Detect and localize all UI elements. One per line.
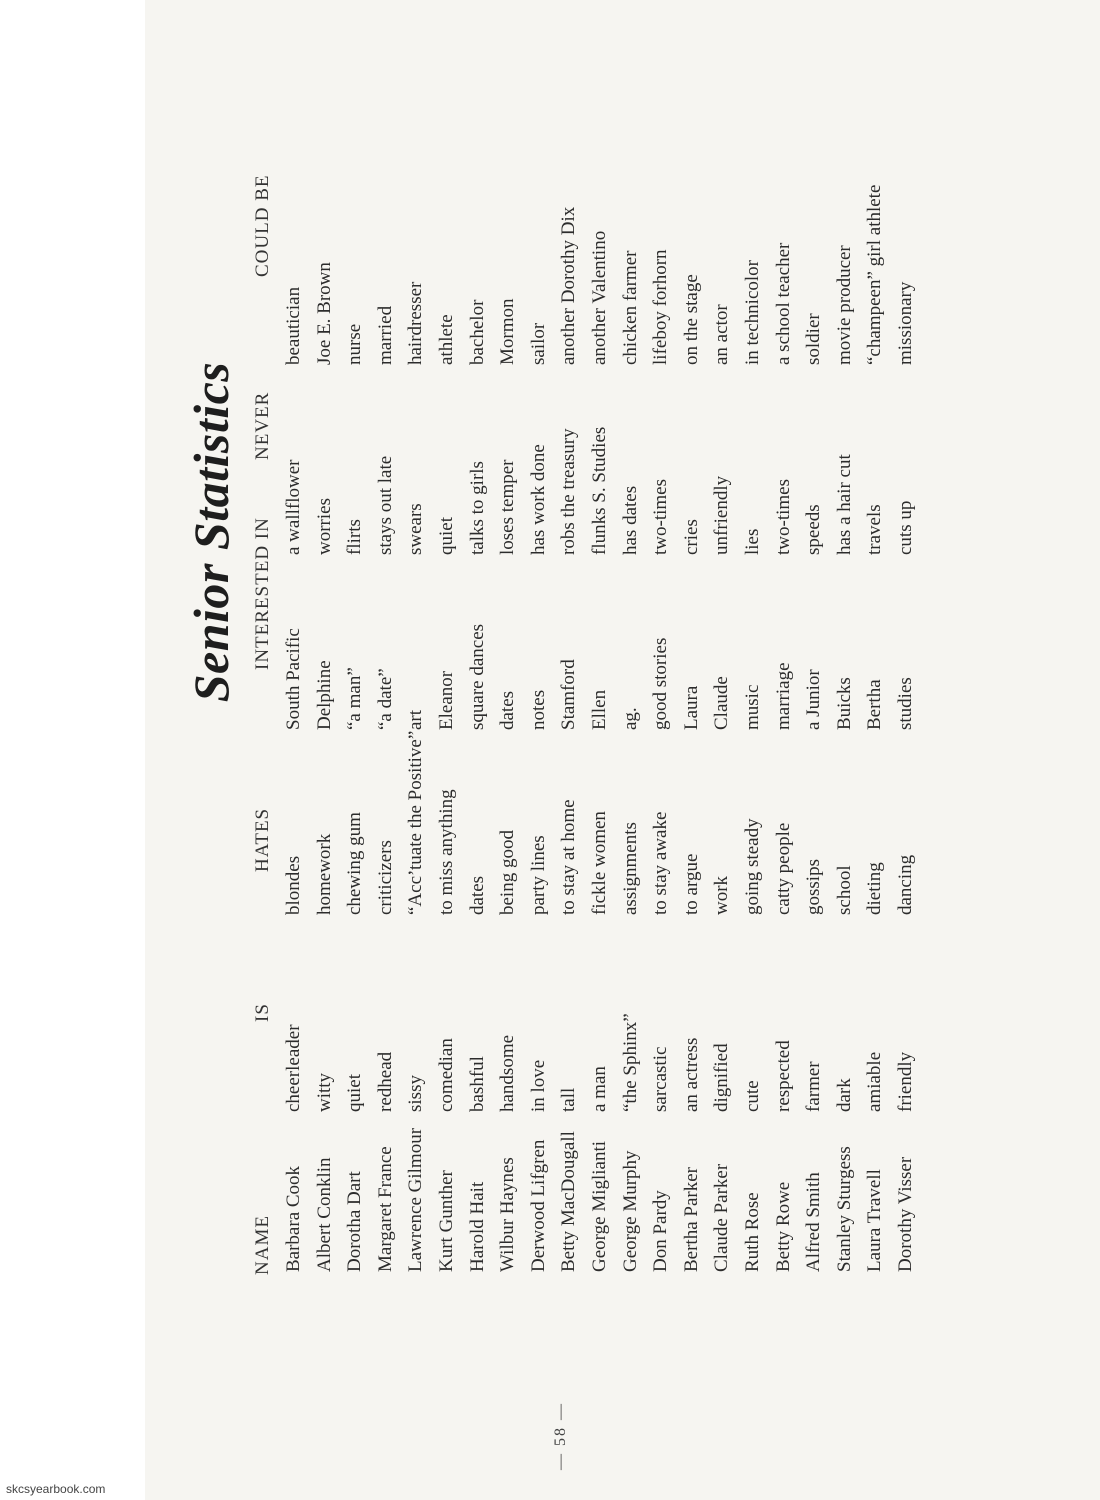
cell-is: dark	[833, 1078, 855, 1112]
cell-is: cute	[742, 1080, 763, 1112]
cell-interested: dates	[497, 690, 519, 730]
cell-name: Betty MacDougall	[558, 1131, 580, 1272]
cell-hates: assignments	[619, 822, 641, 915]
cell-is: in love	[527, 1059, 549, 1112]
cell-name: Ruth Rose	[742, 1192, 763, 1272]
cell-hates: dates	[466, 875, 488, 915]
cell-name: Claude Parker	[711, 1163, 733, 1272]
header-name: NAME	[252, 1215, 273, 1275]
cell-never: has work done	[527, 444, 549, 555]
cell-could-be: movie producer	[833, 245, 855, 365]
cell-name: Derwood Lifgren	[527, 1139, 549, 1272]
cell-never: worries	[313, 498, 335, 555]
cell-could-be: “champeen” girl athlete	[864, 184, 886, 365]
cell-name: Laura Travell	[864, 1169, 886, 1272]
cell-never: a wallflower	[283, 459, 304, 555]
cell-is: farmer	[803, 1061, 825, 1112]
cell-could-be: an actor	[711, 304, 733, 365]
cell-never: travels	[864, 504, 886, 555]
cell-could-be: beautician	[283, 286, 304, 365]
cell-name: Kurt Gunther	[436, 1170, 457, 1272]
cell-is: sissy	[405, 1075, 427, 1112]
cell-never: flirts	[344, 519, 366, 555]
cell-hates: criticizers	[374, 840, 396, 915]
cell-could-be: missionary	[895, 281, 916, 365]
cell-hates: dancing	[895, 854, 916, 915]
cell-hates: work	[711, 875, 733, 915]
cell-could-be: chicken farmer	[619, 250, 641, 365]
cell-is: “the Sphinx”	[619, 1013, 641, 1112]
cell-could-be: athlete	[436, 314, 457, 365]
cell-never: lies	[742, 528, 763, 555]
cell-could-be: nurse	[344, 323, 366, 365]
cell-hates: blondes	[283, 855, 304, 915]
cell-name: Betty Rowe	[772, 1181, 794, 1272]
cell-hates: catty people	[772, 822, 794, 915]
cell-is: witty	[313, 1072, 335, 1112]
cell-hates: fickle women	[589, 811, 610, 915]
cell-hates: being good	[497, 830, 519, 915]
cell-never: swears	[405, 503, 427, 555]
cell-interested: Delphine	[313, 660, 335, 730]
cell-name: Albert Conklin	[313, 1157, 335, 1272]
cell-name: Margaret France	[374, 1146, 396, 1272]
cell-name: Wilbur Haynes	[497, 1157, 519, 1272]
cell-never: cuts up	[895, 500, 916, 555]
cell-could-be: bachelor	[466, 299, 488, 365]
cell-is: comedian	[436, 1038, 457, 1112]
header-could-be: COULD BE	[252, 174, 273, 277]
cell-never: speeds	[803, 504, 825, 555]
cell-name: Don Pardy	[650, 1190, 672, 1272]
cell-is: respected	[772, 1040, 794, 1112]
cell-hates: to argue	[680, 853, 702, 915]
cell-interested: “a date”	[374, 668, 396, 730]
cell-interested: studies	[895, 677, 916, 730]
cell-hates: dieting	[864, 862, 886, 915]
cell-interested: Ellen	[589, 689, 610, 730]
cell-name: Stanley Sturgess	[833, 1146, 855, 1272]
cell-could-be: hairdresser	[405, 281, 427, 365]
cell-is: friendly	[895, 1051, 916, 1112]
header-is: IS	[252, 1003, 273, 1022]
cell-never: quiet	[436, 517, 457, 555]
cell-hates: to stay awake	[650, 811, 672, 915]
cell-interested: “a man”	[344, 667, 366, 730]
cell-interested: Bertha	[864, 679, 886, 730]
cell-hates: to miss anything	[436, 789, 457, 915]
cell-could-be: a school teacher	[772, 242, 794, 365]
cell-interested: good stories	[650, 637, 672, 730]
header-never: NEVER	[252, 391, 273, 460]
cell-is: cheerleader	[283, 1024, 304, 1112]
cell-is: redhead	[374, 1051, 396, 1112]
cell-could-be: soldier	[803, 313, 825, 365]
cell-name: George Murphy	[619, 1150, 641, 1272]
cell-is: tall	[558, 1087, 580, 1112]
cell-interested: art	[405, 709, 427, 730]
cell-never: has a hair cut	[833, 454, 855, 555]
cell-hates: homework	[313, 833, 335, 915]
cell-hates: gossips	[803, 859, 825, 915]
cell-never: loses temper	[497, 459, 519, 555]
cell-never: cries	[680, 519, 702, 555]
cell-is: amiable	[864, 1051, 886, 1112]
cell-name: Lawrence Gilmour	[405, 1127, 427, 1272]
cell-name: Dorotha Dart	[344, 1171, 366, 1272]
cell-is: bashful	[466, 1056, 488, 1112]
cell-interested: marriage	[772, 662, 794, 730]
cell-is: sarcastic	[650, 1046, 672, 1112]
cell-could-be: married	[374, 305, 396, 365]
cell-interested: South Pacific	[283, 628, 304, 730]
cell-hates: chewing gum	[344, 812, 366, 915]
cell-name: Alfred Smith	[803, 1172, 825, 1272]
cell-hates: party lines	[527, 835, 549, 915]
cell-could-be: another Valentino	[589, 230, 610, 365]
cell-could-be: lifeboy forhorn	[650, 249, 672, 365]
cell-never: stays out late	[374, 455, 396, 555]
cell-name: Barbara Cook	[283, 1165, 304, 1272]
cell-is: quiet	[344, 1074, 366, 1112]
cell-name: Dorothy Visser	[895, 1156, 916, 1272]
cell-never: two-times	[772, 479, 794, 555]
cell-could-be: Joe E. Brown	[313, 262, 335, 365]
cell-interested: Laura	[680, 685, 702, 730]
cell-hates: “Acc’tuate the Positive”	[405, 730, 427, 915]
cell-is: an actress	[680, 1037, 702, 1112]
cell-is: handsome	[497, 1034, 519, 1112]
cell-interested: Buicks	[833, 677, 855, 730]
page-title: Senior Statistics	[183, 361, 239, 703]
cell-hates: school	[833, 865, 855, 915]
cell-interested: square dances	[466, 623, 488, 730]
cell-never: robs the treasury	[558, 428, 580, 555]
header-hates: HATES	[252, 807, 273, 872]
cell-never: unfriendly	[711, 475, 733, 555]
cell-interested: a Junior	[803, 669, 825, 730]
cell-is: a man	[589, 1066, 610, 1112]
cell-never: two-times	[650, 479, 672, 555]
cell-name: George Miglianti	[589, 1140, 610, 1272]
cell-hates: to stay at home	[558, 799, 580, 915]
cell-could-be: on the stage	[680, 274, 702, 365]
cell-never: flunks S. Studies	[589, 426, 610, 555]
cell-is: dignified	[711, 1043, 733, 1112]
cell-never: has dates	[619, 485, 641, 555]
cell-name: Harold Hait	[466, 1181, 488, 1272]
watermark: skcsyearbook.com	[6, 1482, 106, 1496]
cell-interested: Stamford	[558, 659, 580, 730]
cell-could-be: in technicolor	[742, 260, 763, 365]
cell-name: Bertha Parker	[680, 1167, 702, 1272]
page-number: — 58 —	[552, 1402, 569, 1470]
cell-interested: Eleanor	[436, 670, 457, 730]
cell-interested: Claude	[711, 676, 733, 730]
cell-never: talks to girls	[466, 461, 488, 555]
cell-could-be: sailor	[527, 322, 549, 365]
cell-hates: going steady	[742, 818, 763, 915]
cell-could-be: another Dorothy Dix	[558, 206, 580, 365]
header-interested-in: INTERESTED IN	[252, 517, 273, 670]
cell-interested: notes	[527, 689, 549, 730]
cell-could-be: Mormon	[497, 298, 519, 365]
cell-interested: music	[742, 684, 763, 730]
cell-interested: ag.	[619, 707, 641, 730]
